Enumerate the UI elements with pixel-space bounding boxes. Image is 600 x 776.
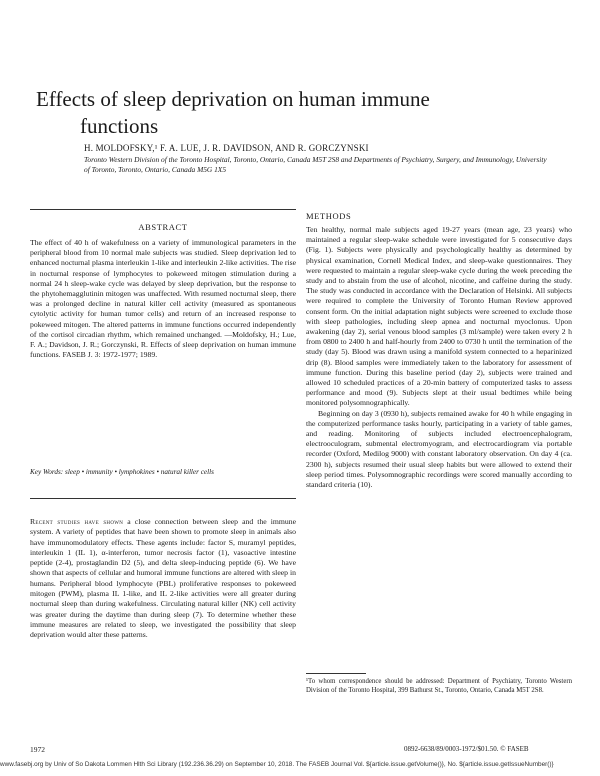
page-number: 1972 bbox=[30, 745, 45, 754]
correspondence-footnote: ¹To whom correspondence should be addressed: Department of Psychiatry, Toronto Western Division of the Toronto Hospital, 399 Bathurst St., Toronto, Ontario, Canada M5T 2S8. bbox=[306, 678, 572, 694]
article-title-line1: Effects of sleep deprivation on human immune bbox=[36, 87, 430, 111]
keywords bbox=[30, 467, 296, 477]
intro-text: a close connection between sleep and the immune system. A variety of peptides that have been shown to promote sleep in animals also have immunomodulatory effects. These agents include: factor S, muramyl peptides, interleukin 1 (IL 1), α-interferon, tumor necrosis factor (1), vasoactive intestine peptide (2-4), prostaglandin D2 (5), and delta sleep-inducing peptide (6). We have shown that aspects of cellular and humoral immune functions are altered with sleep in humans. Peripheral blood lymphocyte (PBL) proliferative responses to pokeweed mitogen (PWM), plasma IL 1-like, and IL 2-like activities were all greater during nocturnal sleep than during wakefulness. Circulating natural killer (NK) cell activity was greater during the daytime than during sleep (7). To determine whether these immune measures are related to sleep, we investigated the possibility that sleep deprivation would alter these patterns. bbox=[30, 517, 296, 640]
introduction-paragraph bbox=[30, 517, 296, 641]
methods-paragraph-1: Ten healthy, normal male subjects aged 19-27 years (mean age, 23 years) who maintained a regular sleep-wake schedule were investigated for 5 consecutive days (Fig. 1). Subjects were physically and psychologically healthy as determined by physical examination, Cornell Medical Index, and sleep-wake questionnaires. They were requested to maintain a regular sleep-wake cycle during the week preceding the study and to abstain from the use of alcohol, nicotine, and caffeine during the study. The study was conducted in accordance with the Declaration of Helsinki. All subjects were required to complete the University of Toronto Human Review approved consent form. On the initial adaptation night subjects were screened to exclude those with sleep pathologies, including sleep apnea and nocturnal myoclonus. Upon awakening (day 2), serial venous blood samples (3 ml/sample) were taken every 2 h from 0800 to 2400 h and half-hourly from 2400 to 0730 h until the termination of the study (day 5). Blood was drawn using a manifold system connected to a heparinized drip (8). Blood samples were immediately taken to the laboratory for assessment of immune function. During this baseline period (day 2), subjects were trained and allowed 10 scheduled practices of a 20-min battery of computerized tasks to assess performance and mood (9). Subjects slept at their usual bedtimes while being monitored polysomnographically. bbox=[306, 225, 572, 408]
abstract-bottom-rule bbox=[30, 498, 296, 499]
download-watermark: www.fasebj.org by Univ of So Dakota Lommen Hlth Sci Library (192.236.36.29) on September 10, 2018. The FASEB Journal Vol. ${article.issue.getVolume()}, No. ${article.issue.getIssueNumber()} bbox=[0, 761, 554, 768]
author-list: H. MOLDOFSKY,¹ F. A. LUE, J. R. DAVIDSON, AND R. GORCZYNSKI bbox=[84, 143, 369, 153]
methods-paragraph-2: Beginning on day 3 (0930 h), subjects remained awake for 40 h while engaging in the computerized performance tasks hourly, participating in a variety of table games, and reading. Monitoring of subjects included electroencephalogram, electrooculogram, submental electromyogram, and electrocardiogram via portable recorder (Oxford, Medilog 9000) with constant laboratory observation. On day 4 (ca. 2300 h), subjects resumed their usual sleep habits but were allowed to extend their sleep period times. Polysomnographic recordings were scored manually according to standard criteria (10). bbox=[306, 408, 572, 490]
abstract-top-rule bbox=[30, 209, 296, 210]
footnote-rule bbox=[306, 673, 366, 674]
abstract-text: The effect of 40 h of wakefulness on a variety of immunological parameters in the peripheral blood from 10 normal male subjects was studied. Sleep deprivation led to enhanced nocturnal plasma interleukin 1-like and interleukin 2-like activities. The rise in nocturnal response of lymphocytes to pokeweed mitogen stimulation during a normal 24 h sleep-wake cycle was delayed by sleep deprivation, but the response to the phytohemagglutinin mitogen was unaffected. With resumed nocturnal sleep, there was a prolonged decline in natural killer cell activity (measured as spontaneous cytolytic activity for human tumor cells) and return of an increased response to pokeweed mitogen. The altered patterns in immune functions occurred independently of the cortisol circadian rhythm, which remained unchanged. —Moldofsky, H.; Lue, F. A.; Davidson, J. R.; Gorczynski, R. Effects of sleep deprivation on human immune functions. FASEB J. 3: 1972-1977; 1989. bbox=[30, 238, 296, 360]
keywords-label: Key Words: bbox=[30, 468, 64, 476]
methods-section bbox=[306, 225, 572, 490]
issn-line: 0892-6638/89/0003-1972/$01.50. © FASEB bbox=[404, 745, 529, 753]
keywords-text: sleep • immunity • lymphokines • natural killer cells bbox=[65, 468, 214, 476]
intro-lead-words: Recent studies have shown bbox=[30, 517, 124, 526]
author-affiliation: Toronto Western Division of the Toronto Hospital, Toronto, Ontario, Canada M5T 2S8 and Departments of Psychiatry, Surgery, and Immunology, University of Toronto, Toronto, Ontario, Canada M5G 1X5 bbox=[84, 155, 547, 174]
article-title bbox=[36, 86, 556, 140]
abstract-heading: ABSTRACT bbox=[138, 222, 188, 232]
article-title-line2: functions bbox=[80, 114, 159, 138]
methods-heading: METHODS bbox=[306, 211, 352, 221]
